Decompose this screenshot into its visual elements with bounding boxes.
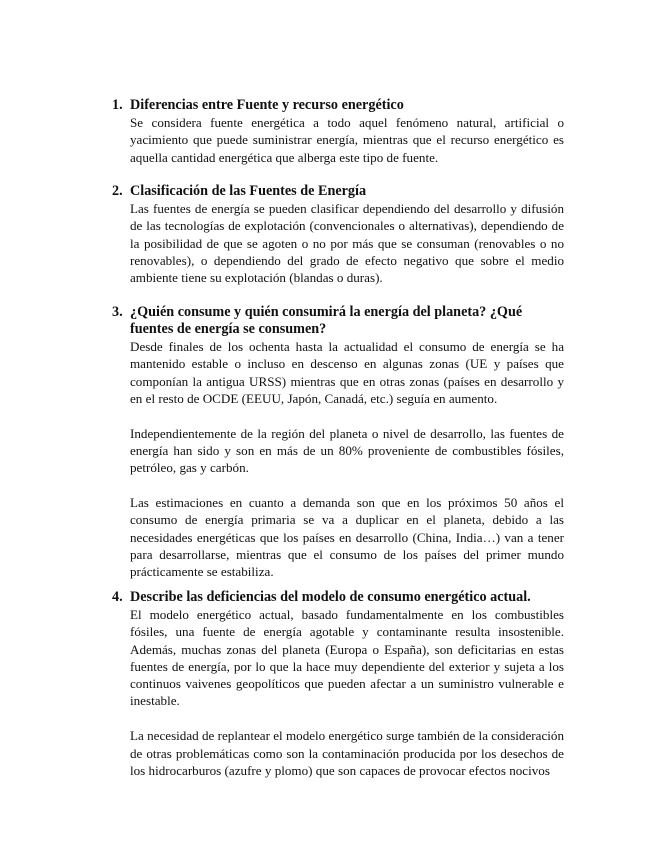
paragraph: La necesidad de replantear el modelo energético surge también de la consideración de otras problemáticas como son la contaminación producida por los desechos de los hidrocarburos (azufre y plomo) que son capaces de provocar efectos nocivos [130, 728, 564, 778]
section-1 [112, 97, 564, 166]
paragraph: Desde finales de los ochenta hasta la actualidad el consumo de energía se ha mantenido estable o incluso en descenso en algunas zonas (UE y países que componían la antigua URSS) mientras que en otras zonas (países en desarrollo y en el resto de OCDE (EEUU, Japón, Canadá, etc.) seguía en aumento. [130, 339, 564, 406]
section-heading [112, 304, 564, 338]
section-number: 4. [112, 589, 123, 605]
paragraph: Se considera fuente energética a todo aquel fenómeno natural, artificial o yacimiento que puede suministrar energía, mientras que el recurso energético es aquella cantidad energética que alberga este tipo de fuente. [130, 115, 564, 165]
section-heading [112, 183, 564, 200]
section-4 [112, 589, 564, 779]
paragraph: Las estimaciones en cuanto a demanda son que en los próximos 50 años el consumo de energía primaria se va a duplicar en el planeta, debido a las necesidades energéticas que los países en desarrollo (China, India…) van a tener para desarrollarse, mientras que el consumo de los países del primer mundo prácticamente se estabiliza. [130, 495, 564, 580]
section-number: 1. [112, 97, 123, 113]
section-title: Clasificación de las Fuentes de Energía [130, 183, 367, 199]
section-title: Diferencias entre Fuente y recurso energético [130, 97, 404, 113]
section-title: Describe las deficiencias del modelo de consumo energético actual. [130, 589, 531, 605]
section-2 [112, 183, 564, 286]
paragraph: El modelo energético actual, basado fundamentalmente en los combustibles fósiles, una fuente de energía agotable y contaminante resulta insostenible. Además, muchas zonas del planeta (Europa o España), son deficitarias en estas fuentes de energía, por lo que la hace muy dependiente del exterior y sujeta a los continuos vaivenes geopolíticos que pueden afectar a un suministro vulnerable e inestable. [130, 607, 564, 709]
section-3 [112, 304, 564, 581]
paragraph: Independientemente de la región del planeta o nivel de desarrollo, las fuentes de energía han sido y son en más de un 80% proveniente de combustibles fósiles, petróleo, gas y carbón. [130, 425, 564, 476]
section-title: ¿Quién consume y quién consumirá la energía del planeta? ¿Qué fuentes de energía se consumen? [130, 304, 523, 337]
section-number: 3. [112, 304, 123, 320]
section-heading [112, 589, 564, 606]
section-heading [112, 97, 564, 114]
paragraph: Las fuentes de energía se pueden clasificar dependiendo del desarrollo y difusión de las tecnologías de explotación (convencionales o alternativas), dependiendo de la posibilidad de que se agoten o no por más que se consuman (renovables o no renovables), o dependiendo del grado de efecto negativo que sobre el medio ambiente tiene su explotación (blandas o duras). [130, 201, 564, 286]
section-number: 2. [112, 183, 123, 199]
